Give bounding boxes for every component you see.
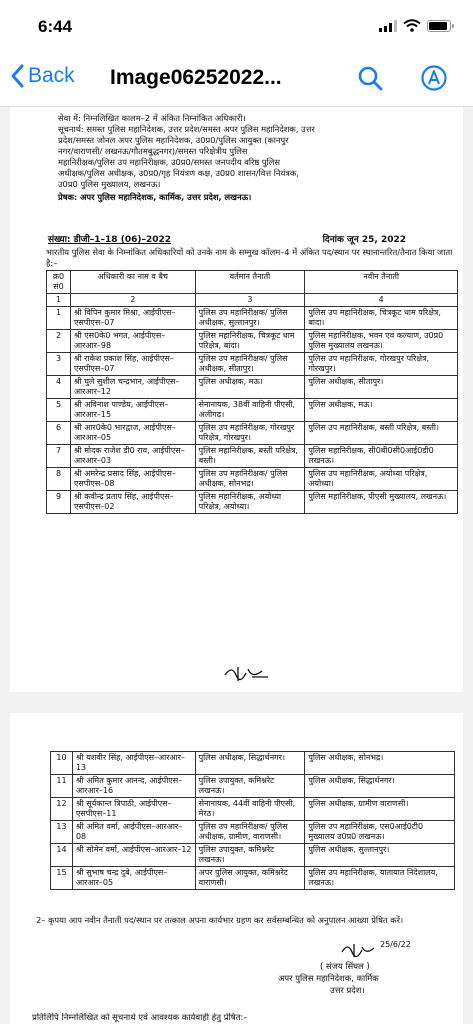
- copy-to-line: प्रतिलिपि निम्नलिखित को सूचनार्थ एवं आवश्यक कार्यवाही हेतु प्रेषित:–: [32, 1013, 248, 1023]
- intro-paragraph: भारतीय पुलिस सेवा के निम्नांकित अधिकारियों को उनके नाम के सम्मुख कॉलम–4 में अंकित पद/स्थान पर स्थानान्तरित/तैनात किया जाता है:–: [46, 247, 453, 268]
- header-line: उ0प्र0 पुलिस मुख्यालय, लखनऊ।: [58, 179, 161, 189]
- chevron-left-icon: [10, 64, 24, 88]
- officer-name: श्री आर0के0 भारद्वाज, आईपीएस–आरआर–05: [70, 422, 195, 445]
- row-number: 11: [51, 775, 73, 798]
- header-line: नगर/वाराणसी/ लखनऊ/गौतमबुद्धनगर)/समस्त परिक्षेत्रीय पुलिस: [58, 146, 248, 156]
- new-posting: पुलिस उप महानिरीक्षक, यातायात निदेशालय, लखनऊ।: [305, 867, 455, 890]
- table-row: [51, 844, 455, 867]
- header-cell: क्र0 सं0: [47, 271, 71, 294]
- officer-name: श्री अमरेन्द्र प्रसाद सिंह, आईपीएस–एसपीएस–08: [70, 468, 195, 491]
- table-row: [51, 775, 455, 798]
- column-number: 4: [305, 294, 458, 307]
- table-row: [47, 353, 458, 376]
- header-line: सूचनार्थ: समस्त पुलिस महानिदेशक, उत्तर प्रदेश/समस्त अपर पुलिस महानिदेशक, उत्तर: [58, 124, 315, 134]
- header-cell: वर्तमान तैनाती: [195, 271, 305, 294]
- officer-name: श्री अमित कुमार आनन्द, आईपीएस–आरआर–16: [72, 775, 195, 798]
- new-posting: पुलिस अधीक्षक, सीतापुर।: [305, 376, 458, 399]
- table-row: [47, 330, 458, 353]
- officer-name: श्री एस0के0 भगत, आईपीएस–आरआर–98: [70, 330, 195, 353]
- table-row: [47, 307, 458, 330]
- officer-name: श्री कवीन्द्र प्रताप सिंह, आईपीएस–एसपीएस–02: [70, 491, 195, 514]
- table-row: [51, 798, 455, 821]
- officer-name: श्री मोदक राजेश डी0 राव, आईपीएस–आरआर–03: [70, 445, 195, 468]
- document-page-2: [10, 713, 463, 1024]
- new-posting: पुलिस अधीक्षक, मऊ।: [305, 399, 458, 422]
- header-line: सेवा में: निम्नलिखित कालम–2 में अंकित निम्नांकित अधिकारी।: [58, 113, 246, 123]
- table-row: [51, 752, 455, 775]
- current-posting: पुलिस महानिरीक्षक, अयोध्या परिक्षेत्र, अयोध्या।: [195, 491, 305, 514]
- search-icon[interactable]: [356, 64, 384, 92]
- reference-number: संख्या: डीजी–1–18 (06)–2022: [48, 235, 172, 245]
- reference-line: [48, 235, 463, 246]
- signatory-state: उत्तर प्रदेश।: [330, 985, 365, 995]
- row-number: 6: [47, 422, 71, 445]
- row-number: 2: [47, 330, 71, 353]
- new-posting: पुलिस अधीक्षक, सोनभद्र।: [305, 752, 455, 775]
- current-posting: पुलिस उपायुक्त, कमिश्नरेट लखनऊ।: [195, 775, 305, 798]
- page-title: Image06252022...: [110, 66, 282, 89]
- row-number: 7: [47, 445, 71, 468]
- new-posting: पुलिस अधीक्षक, सुल्तानपुर।: [305, 844, 455, 867]
- current-posting: सेनानायक, 38वीं वाहिनी पीएसी, अलीगढ़।: [195, 399, 305, 422]
- signatory-title: अपर पुलिस महानिदेशक, कार्मिक: [278, 973, 379, 983]
- table-row: [47, 491, 458, 514]
- row-number: 10: [51, 752, 73, 775]
- signature-date: 25/6/22: [380, 940, 411, 949]
- current-posting: पुलिस उप महानिरीक्षक/ पुलिस अधीक्षक, सुल्तानपुर।: [195, 307, 305, 330]
- row-number: 12: [51, 798, 73, 821]
- table-row: [51, 867, 455, 890]
- officer-name: श्री अविनाश पाण्डेय, आईपीएस–आरआर–15: [70, 399, 195, 422]
- table-row: [47, 399, 458, 422]
- officer-name: श्री विपिन कुमार मिश्रा, आईपीएस–एसपीएस–07: [70, 307, 195, 330]
- posting-table: [46, 270, 458, 514]
- current-posting: पुलिस उप महानिरीक्षक, गोरखपुर परिक्षेत्र, गोरखपुर।: [195, 422, 305, 445]
- current-posting: पुलिस उपायुक्त, कमिश्नरेट लखनऊ।: [195, 844, 305, 867]
- row-number: 15: [51, 867, 73, 890]
- header-block: [58, 113, 453, 203]
- new-posting: पुलिस महानिरीक्षक, पीएसी मुख्यालय, लखनऊ।: [305, 491, 458, 514]
- back-label: Back: [28, 64, 75, 87]
- current-posting: पुलिस उप महानिरीक्षक/ पुलिस अधीक्षक, सीतापुर।: [195, 353, 305, 376]
- row-number: 4: [47, 376, 71, 399]
- row-number: 9: [47, 491, 71, 514]
- column-number: 3: [195, 294, 305, 307]
- status-icons: [379, 19, 451, 32]
- new-posting: पुलिस उप महानिरीक्षक, गोरखपुर परिक्षेत्र, गोरखपुर।: [305, 353, 458, 376]
- table-header-row: [47, 271, 458, 294]
- cellular-signal-icon: [379, 20, 397, 32]
- officer-name: श्री सूर्यकान्त त्रिपाठी, आईपीएस–एसपीएस–11: [72, 798, 195, 821]
- current-posting: अपर पुलिस आयुक्त, कमिश्नरेट वाराणसी।: [195, 867, 305, 890]
- new-posting: पुलिस महानिरीक्षक, सी0बी0सी0आई0डी0 लखनऊ।: [305, 445, 458, 468]
- new-posting: पुलिस उप महानिरीक्षक, अयोध्या परिक्षेत्र, अयोध्या।: [305, 468, 458, 491]
- header-cell: नवीन तैनाती: [305, 271, 458, 294]
- column-number-row: [47, 294, 458, 307]
- header-cell: अधिकारी का नाम व बैच: [70, 271, 195, 294]
- closing-instruction: 2– कृपया आप नवीन तैनाती पद/स्थान पर तत्काल अपना कार्यभार ग्रहण कर सर्वसम्बन्धित को अनुपालन आख्या प्रेषित करें।: [36, 915, 404, 925]
- status-bar: [0, 0, 473, 50]
- new-posting: पुलिस उप महानिरीक्षक, चित्रकूट धाम परिक्षेत्र, बांदा।: [305, 307, 458, 330]
- officer-name: श्री अमित वर्मा, आईपीएस–आरआर–08: [72, 821, 195, 844]
- current-posting: पुलिस उप महानिरीक्षक/ पुलिस अधीक्षक, सोनभद्र।: [195, 468, 305, 491]
- table-row: [51, 821, 455, 844]
- back-button[interactable]: [10, 64, 75, 88]
- table-row: [47, 445, 458, 468]
- navigation-bar: [0, 50, 473, 107]
- column-number: 1: [47, 294, 71, 307]
- new-posting: पुलिस महानिरीक्षक, भवन एवं कल्याण, उ0प्र0 पुलिस मुख्यालय लखनऊ।: [305, 330, 458, 353]
- new-posting: पुलिस अधीक्षक, सिद्धार्थनगर।: [305, 775, 455, 798]
- officer-name: श्री सोमेन वर्मा, आईपीएस–आरआर–12: [72, 844, 195, 867]
- row-number: 14: [51, 844, 73, 867]
- row-number: 13: [51, 821, 73, 844]
- posting-table-continued: [50, 751, 455, 890]
- header-line: प्रेषक: अपर पुलिस महानिदेशक, कार्मिक, उत्तर प्रदेश, लखनऊ।: [58, 192, 252, 202]
- new-posting: पुलिस उप महानिरीक्षक, बस्ती परिक्षेत्र, बस्ती।: [305, 422, 458, 445]
- table-row: [47, 422, 458, 445]
- officer-name: श्री सुभाष चन्द्र दुबे, आईपीएस–आरआर–05: [72, 867, 195, 890]
- current-posting: पुलिस महानिरीक्षक, चित्रकूट धाम परिक्षेत्र, बांदा।: [195, 330, 305, 353]
- officer-name: श्री यशवीर सिंह, आईपीएस–आरआर–13: [72, 752, 195, 775]
- header-line: महानिरीक्षक/पुलिस उप महानिरीक्षक, उ0प्र0/समस्त जनपदीय वरिष्ठ पुलिस: [58, 157, 281, 167]
- status-time: 6:44: [38, 17, 73, 36]
- current-posting: पुलिस अधीक्षक, सिद्धार्थनगर।: [195, 752, 305, 775]
- new-posting: पुलिस उप महानिरीक्षक, एस0आई0टी0 मुख्यालय उ0प्र0 लखनऊ।: [305, 821, 455, 844]
- row-number: 8: [47, 468, 71, 491]
- new-posting: पुलिस अधीक्षक, ग्रामीण वाराणसी।: [305, 798, 455, 821]
- initials-signature: [222, 663, 272, 683]
- battery-icon: [427, 20, 451, 32]
- wifi-icon: [403, 19, 421, 32]
- row-number: 1: [47, 307, 71, 330]
- current-posting: पुलिस महानिरीक्षक, बस्ती परिक्षेत्र, बस्ती।: [195, 445, 305, 468]
- column-number: 2: [70, 294, 195, 307]
- current-posting: सेनानायक, 44वीं वाहिनी पीएसी, मेरठ।: [195, 798, 305, 821]
- header-line: प्रदेश/समस्त जोनल अपर पुलिस महानिदेशक, उ0प्र0/पुलिस आयुक्त (कानपुर: [58, 135, 289, 145]
- reference-date: दिनांक जून 25, 2022: [322, 235, 406, 245]
- markup-icon[interactable]: [420, 64, 448, 92]
- current-posting: पुलिस उप महानिरीक्षक/ पुलिस अधीक्षक, ग्रामीण, वाराणसी।: [195, 821, 305, 844]
- officer-name: श्री राकेश प्रकाश सिंह, आईपीएस–एसपीएस–07: [70, 353, 195, 376]
- officer-name: श्री घुले सुशील चन्द्रभान, आईपीएस–आरआर–12: [70, 376, 195, 399]
- table-row: [47, 376, 458, 399]
- row-number: 5: [47, 399, 71, 422]
- row-number: 3: [47, 353, 71, 376]
- header-line: अधीक्षक/पुलिस अधीक्षक, उ0प्र0/गृह नियंत्रण कक्ष, उ0प्र0 शासन/वित्त नियंत्रक,: [58, 168, 299, 178]
- signatory-name: ( संजय सिंघल ): [320, 961, 370, 971]
- current-posting: पुलिस अधीक्षक, मऊ।: [195, 376, 305, 399]
- table-row: [47, 468, 458, 491]
- document-page-1: [10, 107, 463, 692]
